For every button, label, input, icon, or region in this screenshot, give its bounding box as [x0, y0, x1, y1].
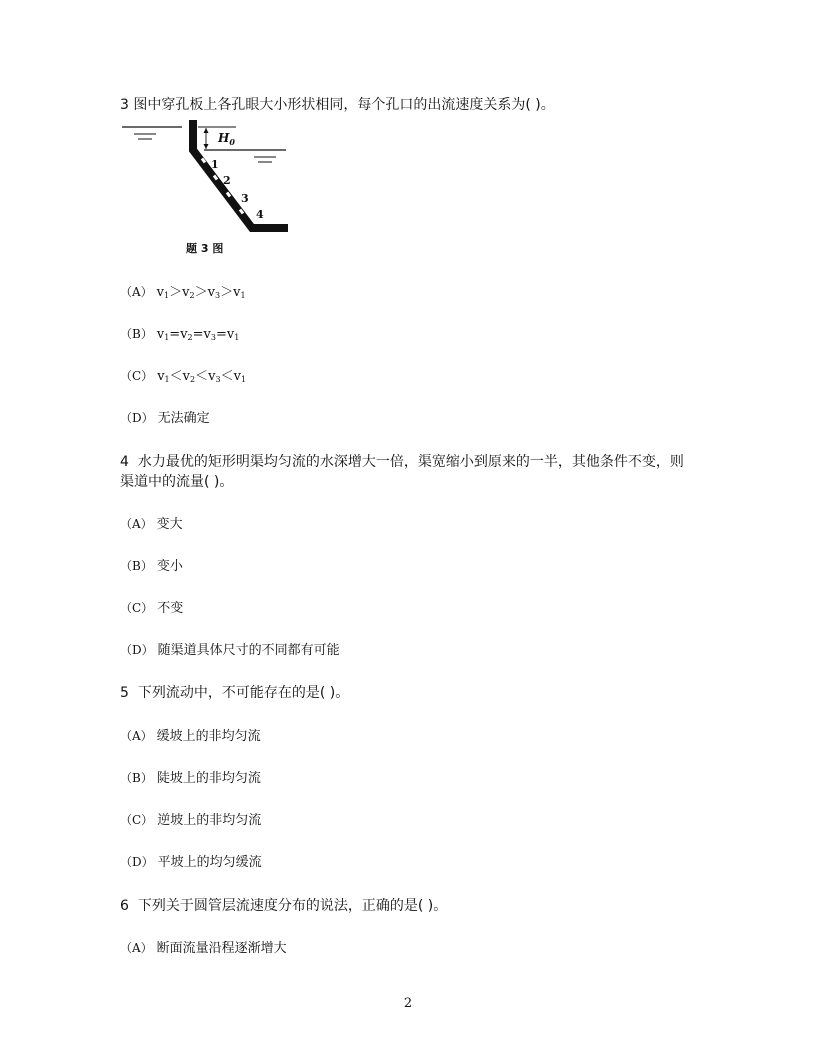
question-text: 下列关于圆管层流速度分布的说法，正确的是( )。 [137, 898, 448, 914]
question-3-option-c[interactable]: （C） $v_1<v_2<v_3<v_1$ [120, 369, 247, 384]
question-5-stem [120, 683, 349, 703]
question-5-option-c[interactable]: （C） 逆坡上的非均匀流 [120, 813, 262, 828]
question-6-option-a[interactable]: （A） 断面流量沿程逐渐增大 [120, 941, 287, 956]
hole-label-2: 2 [223, 174, 231, 187]
perforated-plate-figure [118, 116, 294, 266]
question-4-stem-line-1 [120, 452, 684, 472]
question-3-stem [120, 95, 555, 115]
question-text: 水力最优的矩形明渠均匀流的水深增大一倍，渠宽缩小到原来的一半，其他条件不变，则 [137, 454, 684, 470]
question-text: 图中穿孔板上各孔眼大小形状相同，每个孔口的出流速度关系为( )。 [133, 97, 555, 113]
question-4-option-c[interactable]: （C） 不变 [120, 601, 184, 616]
question-4-option-a[interactable]: （A） 变大 [120, 517, 183, 532]
question-number: 5 [120, 685, 129, 701]
question-5-option-a[interactable]: （A） 缓坡上的非均匀流 [120, 729, 261, 744]
hole-label-1: 1 [211, 158, 219, 171]
question-5-option-b[interactable]: （B） 陡坡上的非均匀流 [120, 771, 261, 786]
question-3-option-a[interactable]: （A） $v_1>v_2>v_3>v_1$ [120, 285, 246, 300]
question-text: 下列流动中，不可能存在的是( )。 [137, 685, 350, 701]
question-5-option-d[interactable]: （D） 平坡上的均匀缓流 [120, 855, 262, 870]
question-4-option-d[interactable]: （D） 随渠道具体尺寸的不同都有可能 [120, 643, 340, 658]
question-number: 6 [120, 898, 129, 914]
figure-caption: 题 3 图 [186, 242, 224, 255]
question-number: 4 [120, 454, 129, 470]
page-number: 2 [403, 996, 413, 1011]
question-4-stem-line-2: 渠道中的流量( )。 [120, 474, 234, 490]
hole-label-3: 3 [241, 192, 249, 205]
head-label: $H_0$ [218, 131, 235, 147]
hole-label-4: 4 [256, 208, 264, 221]
question-3-option-d[interactable]: （D） 无法确定 [120, 411, 210, 426]
question-4-option-b[interactable]: （B） 变小 [120, 559, 183, 574]
head-arrow-up [204, 128, 209, 133]
head-arrow-down [204, 144, 209, 149]
question-3-option-b[interactable]: （B） $v_1=v_2=v_3=v_1$ [120, 327, 240, 342]
question-6-stem [120, 896, 447, 916]
question-number: 3 [120, 97, 129, 113]
